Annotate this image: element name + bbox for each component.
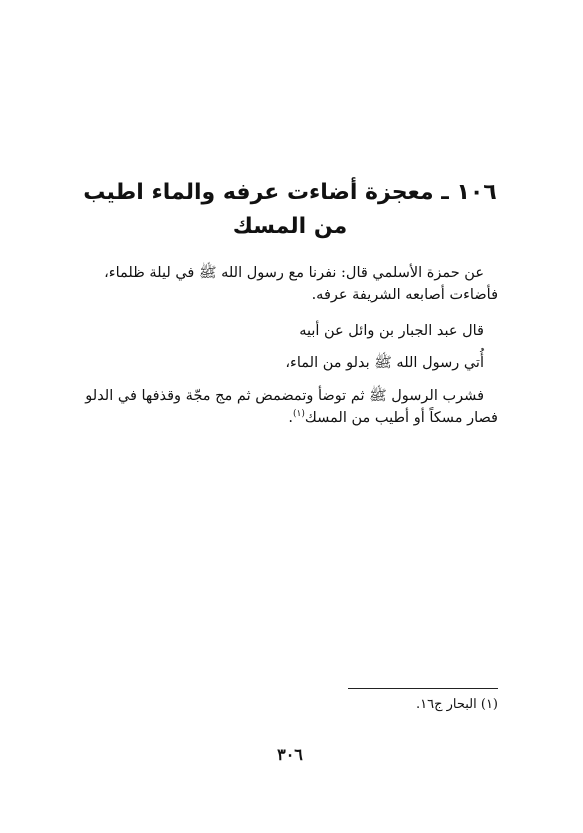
paragraph-bucket xyxy=(82,352,498,374)
footnote-marker: (١) xyxy=(293,409,305,420)
paragraph-hamza xyxy=(82,262,498,306)
paragraph-text: فصار مسكاً أو أطيب من المسك xyxy=(304,410,498,426)
paragraph-line: عن حمزة الأسلمي قال: نفرنا مع رسول الله ﷺ في ليلة ظلماء، xyxy=(104,265,484,281)
paragraph-line xyxy=(82,407,498,429)
paragraph-line: قال عبد الجبار بن وائل عن أبيه xyxy=(299,323,484,339)
paragraph-line: فشرب الرسول ﷺ ثم توضأ وتمضمض ثم مج مجّة وقذفها في الدلو xyxy=(85,388,484,404)
footnote: (١) البحار ج١٦. xyxy=(415,697,498,712)
page-number: ٣٠٦ xyxy=(277,745,303,764)
chapter-title-line-1: ١٠٦ ـ معجزة أضاءت عرفه والماء اطيب xyxy=(83,180,497,205)
paragraph-line: أُتي رسول الله ﷺ بدلو من الماء، xyxy=(285,355,484,371)
paragraph-end-period: . xyxy=(288,410,294,426)
footnote-divider xyxy=(348,688,498,689)
paragraph-line: فأضاءت أصابعه الشريفة عرفه. xyxy=(311,287,498,303)
paragraph-abd-al-jabbar xyxy=(82,320,498,342)
chapter-title-line-2: من المسك xyxy=(232,214,348,239)
paragraph-musk xyxy=(82,385,498,429)
